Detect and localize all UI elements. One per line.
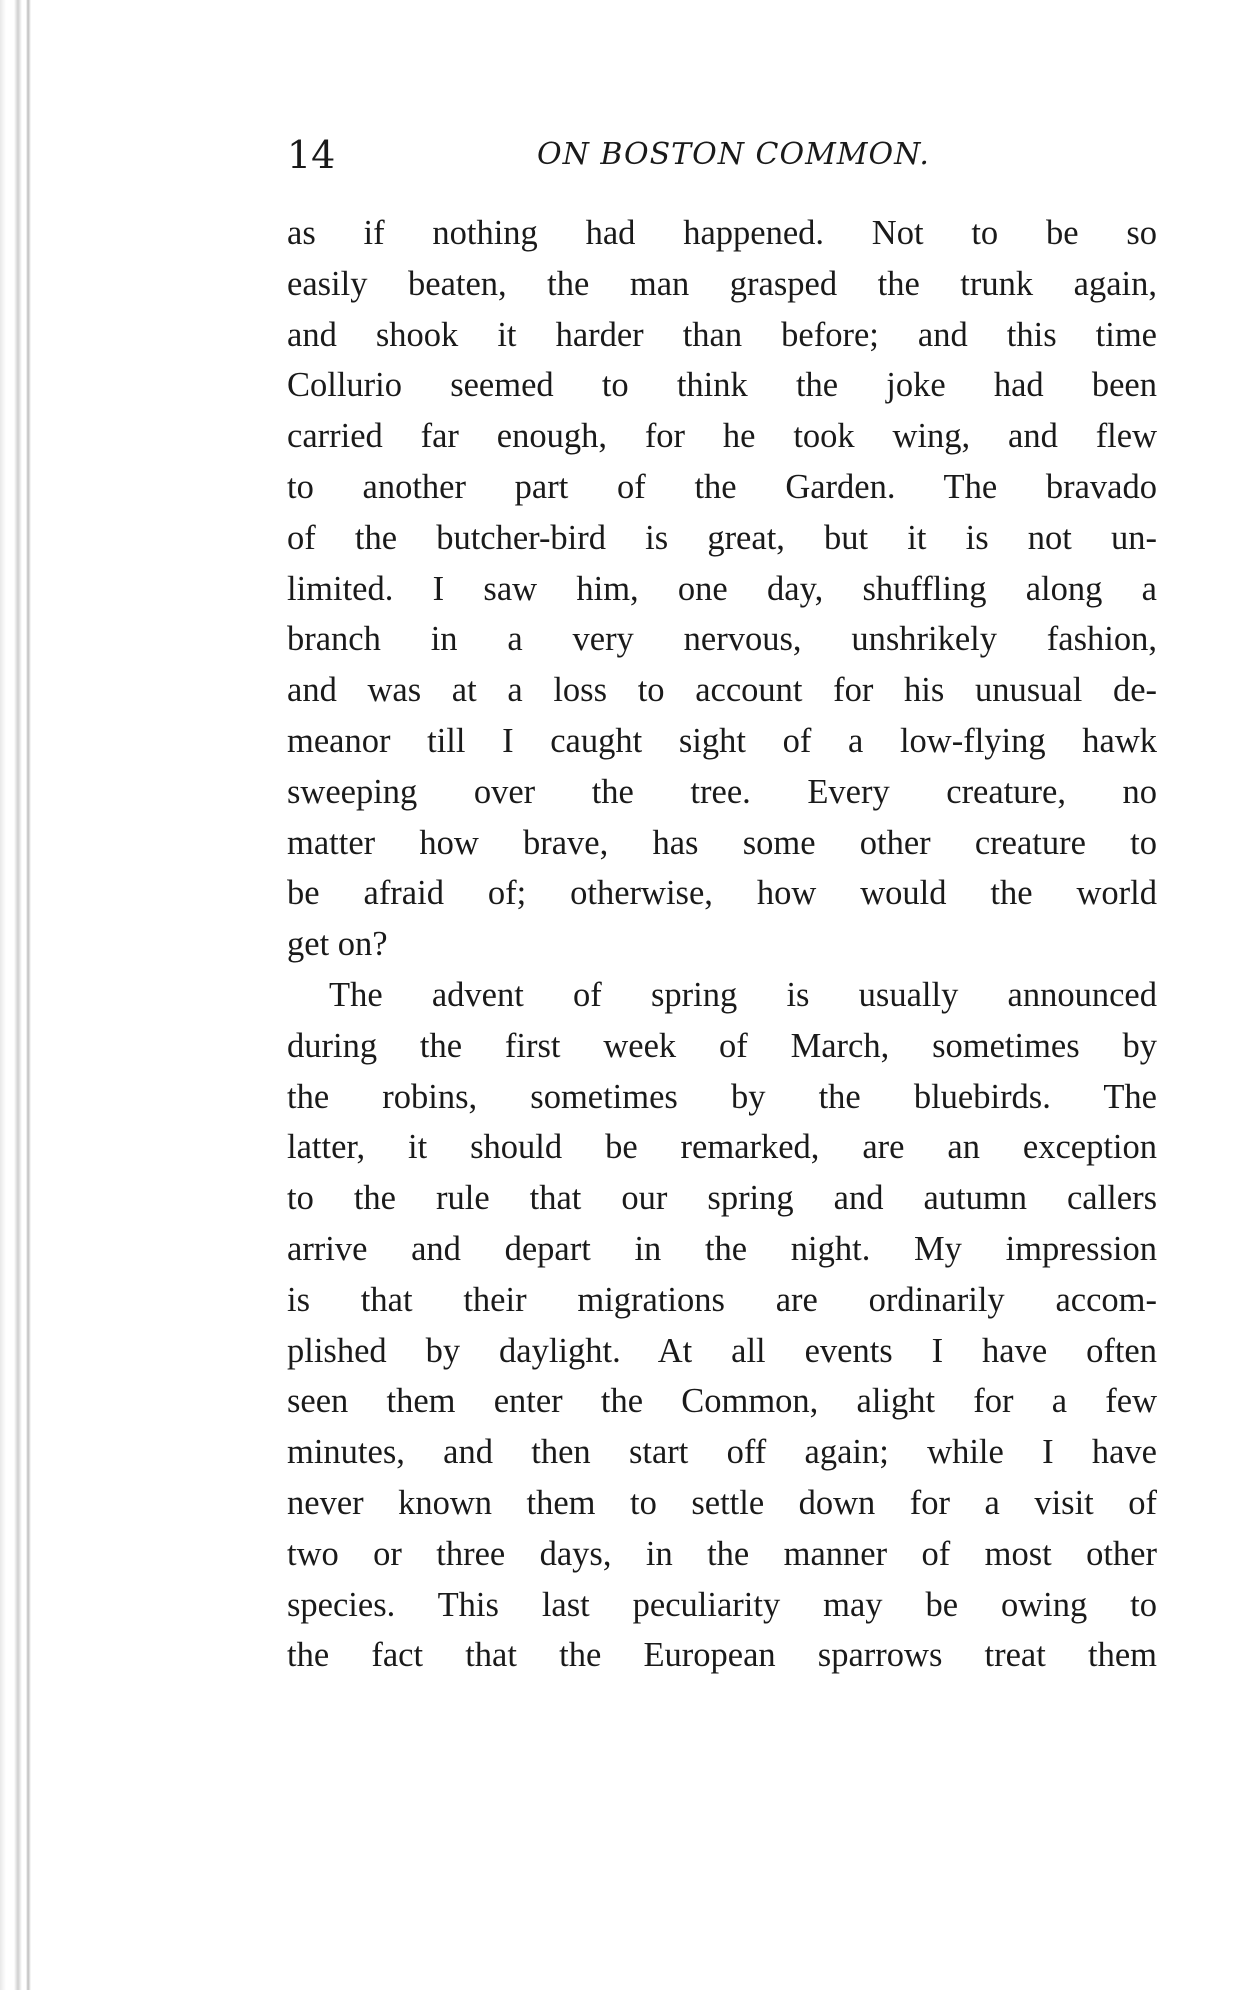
running-title: ON BOSTON COMMON. — [537, 137, 930, 172]
page-header — [287, 128, 1157, 182]
text-line: two or three days, in the manner of most other — [287, 1534, 1157, 1573]
text-line: get on? — [287, 925, 388, 964]
text-line: branch in a very nervous, unshrikely fashion, — [287, 620, 1157, 659]
text-line: The advent of spring is usually announced — [329, 975, 1157, 1014]
text-line: plished by daylight. At all events I have often — [287, 1331, 1157, 1370]
text-line: the robins, sometimes by the bluebirds. The — [287, 1077, 1157, 1116]
text-line: as if nothing had happened. Not to be so — [287, 214, 1157, 252]
text-line: and was at a loss to account for his unusual de- — [287, 671, 1157, 710]
text-line: during the first week of March, sometimes by — [287, 1026, 1157, 1065]
text-line: to the rule that our spring and autumn callers — [287, 1179, 1157, 1218]
text-line: sweeping over the tree. Every creature, no — [287, 772, 1157, 811]
book-binding-edge — [0, 0, 34, 1990]
paragraph-1 — [287, 208, 1157, 970]
text-line: is that their migrations are ordinarily accom- — [287, 1280, 1157, 1319]
text-line: minutes, and then start off again; while I have — [287, 1433, 1157, 1472]
text-line: meanor till I caught sight of a low-flying hawk — [287, 721, 1157, 760]
text-line: carried far enough, for he took wing, and flew — [287, 417, 1157, 456]
text-line: latter, it should be remarked, are an exception — [287, 1128, 1157, 1167]
page-number: 14 — [287, 133, 336, 177]
text-line: the fact that the European sparrows treat them — [287, 1636, 1157, 1675]
text-line: never known them to settle down for a visit of — [287, 1483, 1157, 1522]
paragraph-2 — [287, 970, 1157, 1681]
text-line: be afraid of; otherwise, how would the world — [287, 874, 1157, 913]
text-line: to another part of the Garden. The bravado — [287, 467, 1157, 506]
text-line: Collurio seemed to think the joke had been — [287, 366, 1157, 405]
text-line: matter how brave, has some other creature to — [287, 823, 1157, 862]
body-text — [287, 208, 1157, 1681]
text-line: easily beaten, the man grasped the trunk again, — [287, 264, 1157, 303]
text-line: species. This last peculiarity may be owing to — [287, 1585, 1157, 1624]
text-line: limited. I saw him, one day, shuffling along a — [287, 569, 1157, 608]
text-line: arrive and depart in the night. My impression — [287, 1229, 1157, 1268]
text-line: of the butcher-bird is great, but it is not un- — [287, 518, 1157, 557]
text-line: and shook it harder than before; and this time — [287, 315, 1157, 354]
text-line: seen them enter the Common, alight for a few — [287, 1382, 1157, 1421]
